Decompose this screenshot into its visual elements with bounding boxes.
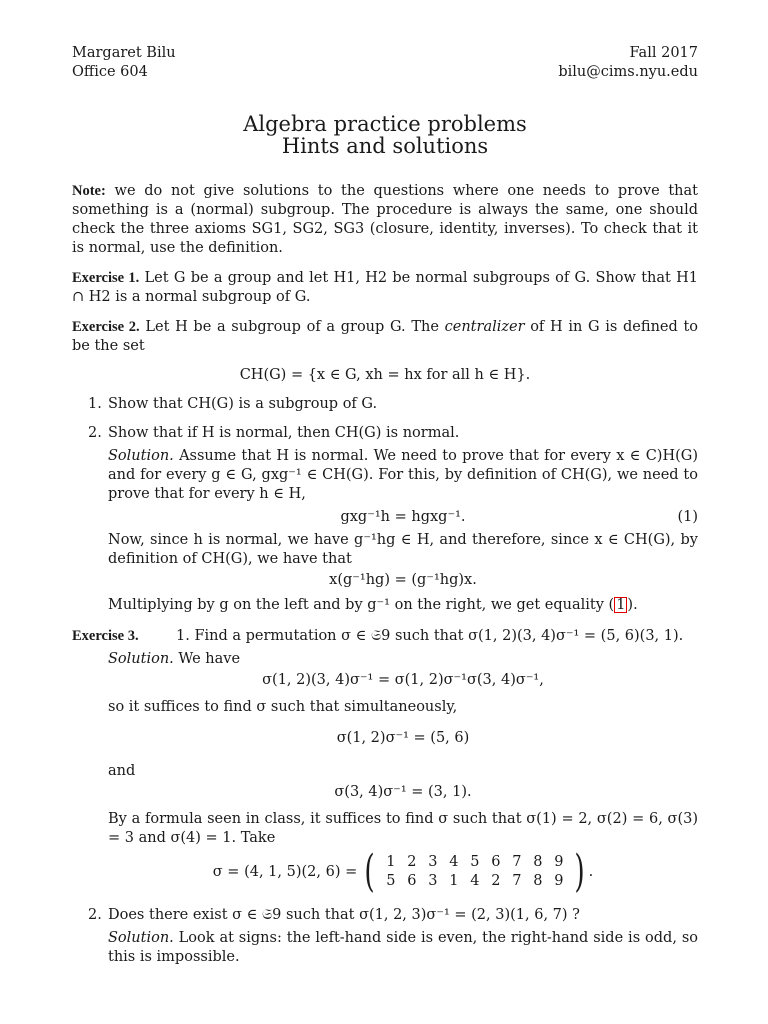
title-line-2: Hints and solutions <box>281 134 489 158</box>
term: Fall 2017 <box>629 45 698 61</box>
exercise-3 <box>72 627 698 646</box>
solution-p3-end: ). <box>627 597 638 613</box>
matrix-bottom-cell: 1 <box>449 873 459 889</box>
matrix-bottom-cell: 7 <box>512 873 522 889</box>
item-text: Does there exist σ ∈ 𝔖9 such that σ(1, 2, 3)σ⁻¹ = (2, 3)(1, 6, 7) ? <box>108 907 580 923</box>
matrix-top-cell: 6 <box>491 854 501 870</box>
note-paragraph <box>72 182 698 258</box>
sigma-lhs: σ = (4, 1, 5)(2, 6) = <box>212 863 358 880</box>
page-content <box>72 44 698 967</box>
right-paren: ) <box>574 846 586 897</box>
solution-text: Assume that H is normal. We need to prove that for every x ∈ C)H(G) and for every g ∈ G, gxg⁻¹ ∈ CH(G). For this, by definition of CH(G), we need to prove that for every h ∈ H, <box>108 448 698 502</box>
solution-paragraph-1 <box>108 447 698 504</box>
solution-text: Look at signs: the left-hand side is even, the right-hand side is odd, so this is impossible. <box>108 930 698 965</box>
matrix-bottom-cell: 5 <box>386 873 396 889</box>
equation-2: x(g⁻¹hg) = (g⁻¹hg)x. <box>329 572 477 588</box>
equation-reference-link[interactable]: 1 <box>616 597 626 613</box>
centralizer-term: centralizer <box>444 319 525 335</box>
note-label: Note: <box>72 183 106 199</box>
suffices-text: so it suffices to find σ such that simultaneously, <box>108 699 458 715</box>
exercise-1-text: Let G be a group and let H1, H2 be normal subgroups of G. Show that H1 ∩ H2 is a normal subgroup of G. <box>72 270 698 305</box>
conjugation-equation: σ(1, 2)(3, 4)σ⁻¹ = σ(1, 2)σ⁻¹σ(3, 4)σ⁻¹, <box>262 672 544 688</box>
matrix-top-cell: 8 <box>533 854 543 870</box>
solution-paragraph <box>108 929 698 967</box>
exercise-2-item-1 <box>72 395 698 414</box>
document-title <box>72 113 698 157</box>
exercise-3-item-2 <box>72 906 698 967</box>
solution-label: Solution. <box>108 930 174 946</box>
exercise-1 <box>72 269 698 307</box>
solution-label: Solution. <box>108 651 174 667</box>
formula-text: By a formula seen in class, it suffices to find σ such that σ(1) = 2, σ(2) = 6, σ(3) = 3 and σ(4) = 1. Take <box>108 811 698 846</box>
sigma-permutation-display <box>108 846 698 897</box>
exercise-3-label: Exercise 3. <box>72 628 139 644</box>
exercise-2 <box>72 318 698 356</box>
exercise-3-solution-1 <box>72 650 698 897</box>
matrix-bottom-cell: 2 <box>491 873 501 889</box>
exercise-2-item-2 <box>72 424 698 615</box>
matrix-bottom-cell: 4 <box>470 873 480 889</box>
condition-equation-2: σ(3, 4)σ⁻¹ = (3, 1). <box>334 784 472 800</box>
equation-1-number: (1) <box>677 509 698 525</box>
permutation-matrix <box>380 853 569 891</box>
note-text: we do not give solutions to the questions where one needs to prove that something is a (normal) subgroup. The procedure is always the same, one should check the three axioms SG1, SG2, SG3 (closure, identity, inverses). To check that it is normal, use the definition. <box>72 183 698 256</box>
solution-paragraph-3 <box>108 596 698 615</box>
exercise-2-label: Exercise 2. <box>72 319 140 335</box>
author-name: Margaret Bilu <box>72 45 176 61</box>
header-right <box>558 44 698 82</box>
matrix-top-cell: 3 <box>428 854 438 870</box>
matrix-top-cell: 4 <box>449 854 459 870</box>
matrix-bottom-cell: 8 <box>533 873 543 889</box>
solution-intro-text: We have <box>173 651 241 667</box>
solution-intro <box>108 650 698 669</box>
solution-paragraph-2: Now, since h is normal, we have g⁻¹hg ∈ H, and therefore, since x ∈ CH(G), by definition of CH(G), we have that <box>108 532 698 567</box>
item-number: 2. <box>88 907 102 923</box>
matrix-bottom-cell: 3 <box>428 873 438 889</box>
item-number: 1. <box>88 396 102 412</box>
matrix-top-cell: 1 <box>386 854 396 870</box>
left-paren: ( <box>364 846 375 897</box>
item-text: Find a permutation σ ∈ 𝔖9 such that σ(1, 2)(3, 4)σ⁻¹ = (5, 6)(3, 1). <box>194 628 684 644</box>
solution-p3-text: Multiplying by g on the left and by g⁻¹ on the right, we get equality ( <box>108 597 615 613</box>
matrix-bottom-cell: 6 <box>407 873 417 889</box>
condition-equation-1: σ(1, 2)σ⁻¹ = (5, 6) <box>336 730 470 746</box>
centralizer-definition: CH(G) = {x ∈ G, xh = hx for all h ∈ H}. <box>239 367 531 383</box>
matrix-top-cell: 2 <box>407 854 417 870</box>
page-header <box>72 44 698 82</box>
office-number: Office 604 <box>72 64 148 80</box>
matrix-bottom-cell: 9 <box>554 873 564 889</box>
exercise-1-label: Exercise 1. <box>72 270 140 286</box>
header-left <box>72 44 176 82</box>
item-text: Show that if H is normal, then CH(G) is normal. <box>108 425 460 441</box>
title-line-1: Algebra practice problems <box>243 112 527 136</box>
equation-1 <box>108 508 698 527</box>
matrix-top-cell: 7 <box>512 854 522 870</box>
matrix-top-cell: 9 <box>554 854 564 870</box>
exercise-2-text-b: of H in G is defined to be the set <box>72 319 699 354</box>
exercise-3-item-1 <box>176 627 683 646</box>
matrix-top-cell: 5 <box>470 854 480 870</box>
exercise-2-text-a: Let H be a subgroup of a group G. The <box>145 319 445 335</box>
equation-1-body: gxg⁻¹h = hgxg⁻¹. <box>340 509 466 525</box>
and-text: and <box>108 763 136 779</box>
matrix-end: . <box>588 863 594 880</box>
email-address[interactable]: bilu@cims.nyu.edu <box>558 64 698 80</box>
item-text: Show that CH(G) is a subgroup of G. <box>108 396 378 412</box>
item-number: 1. <box>176 628 190 644</box>
solution-label: Solution. <box>108 448 174 464</box>
item-number: 2. <box>88 425 102 441</box>
